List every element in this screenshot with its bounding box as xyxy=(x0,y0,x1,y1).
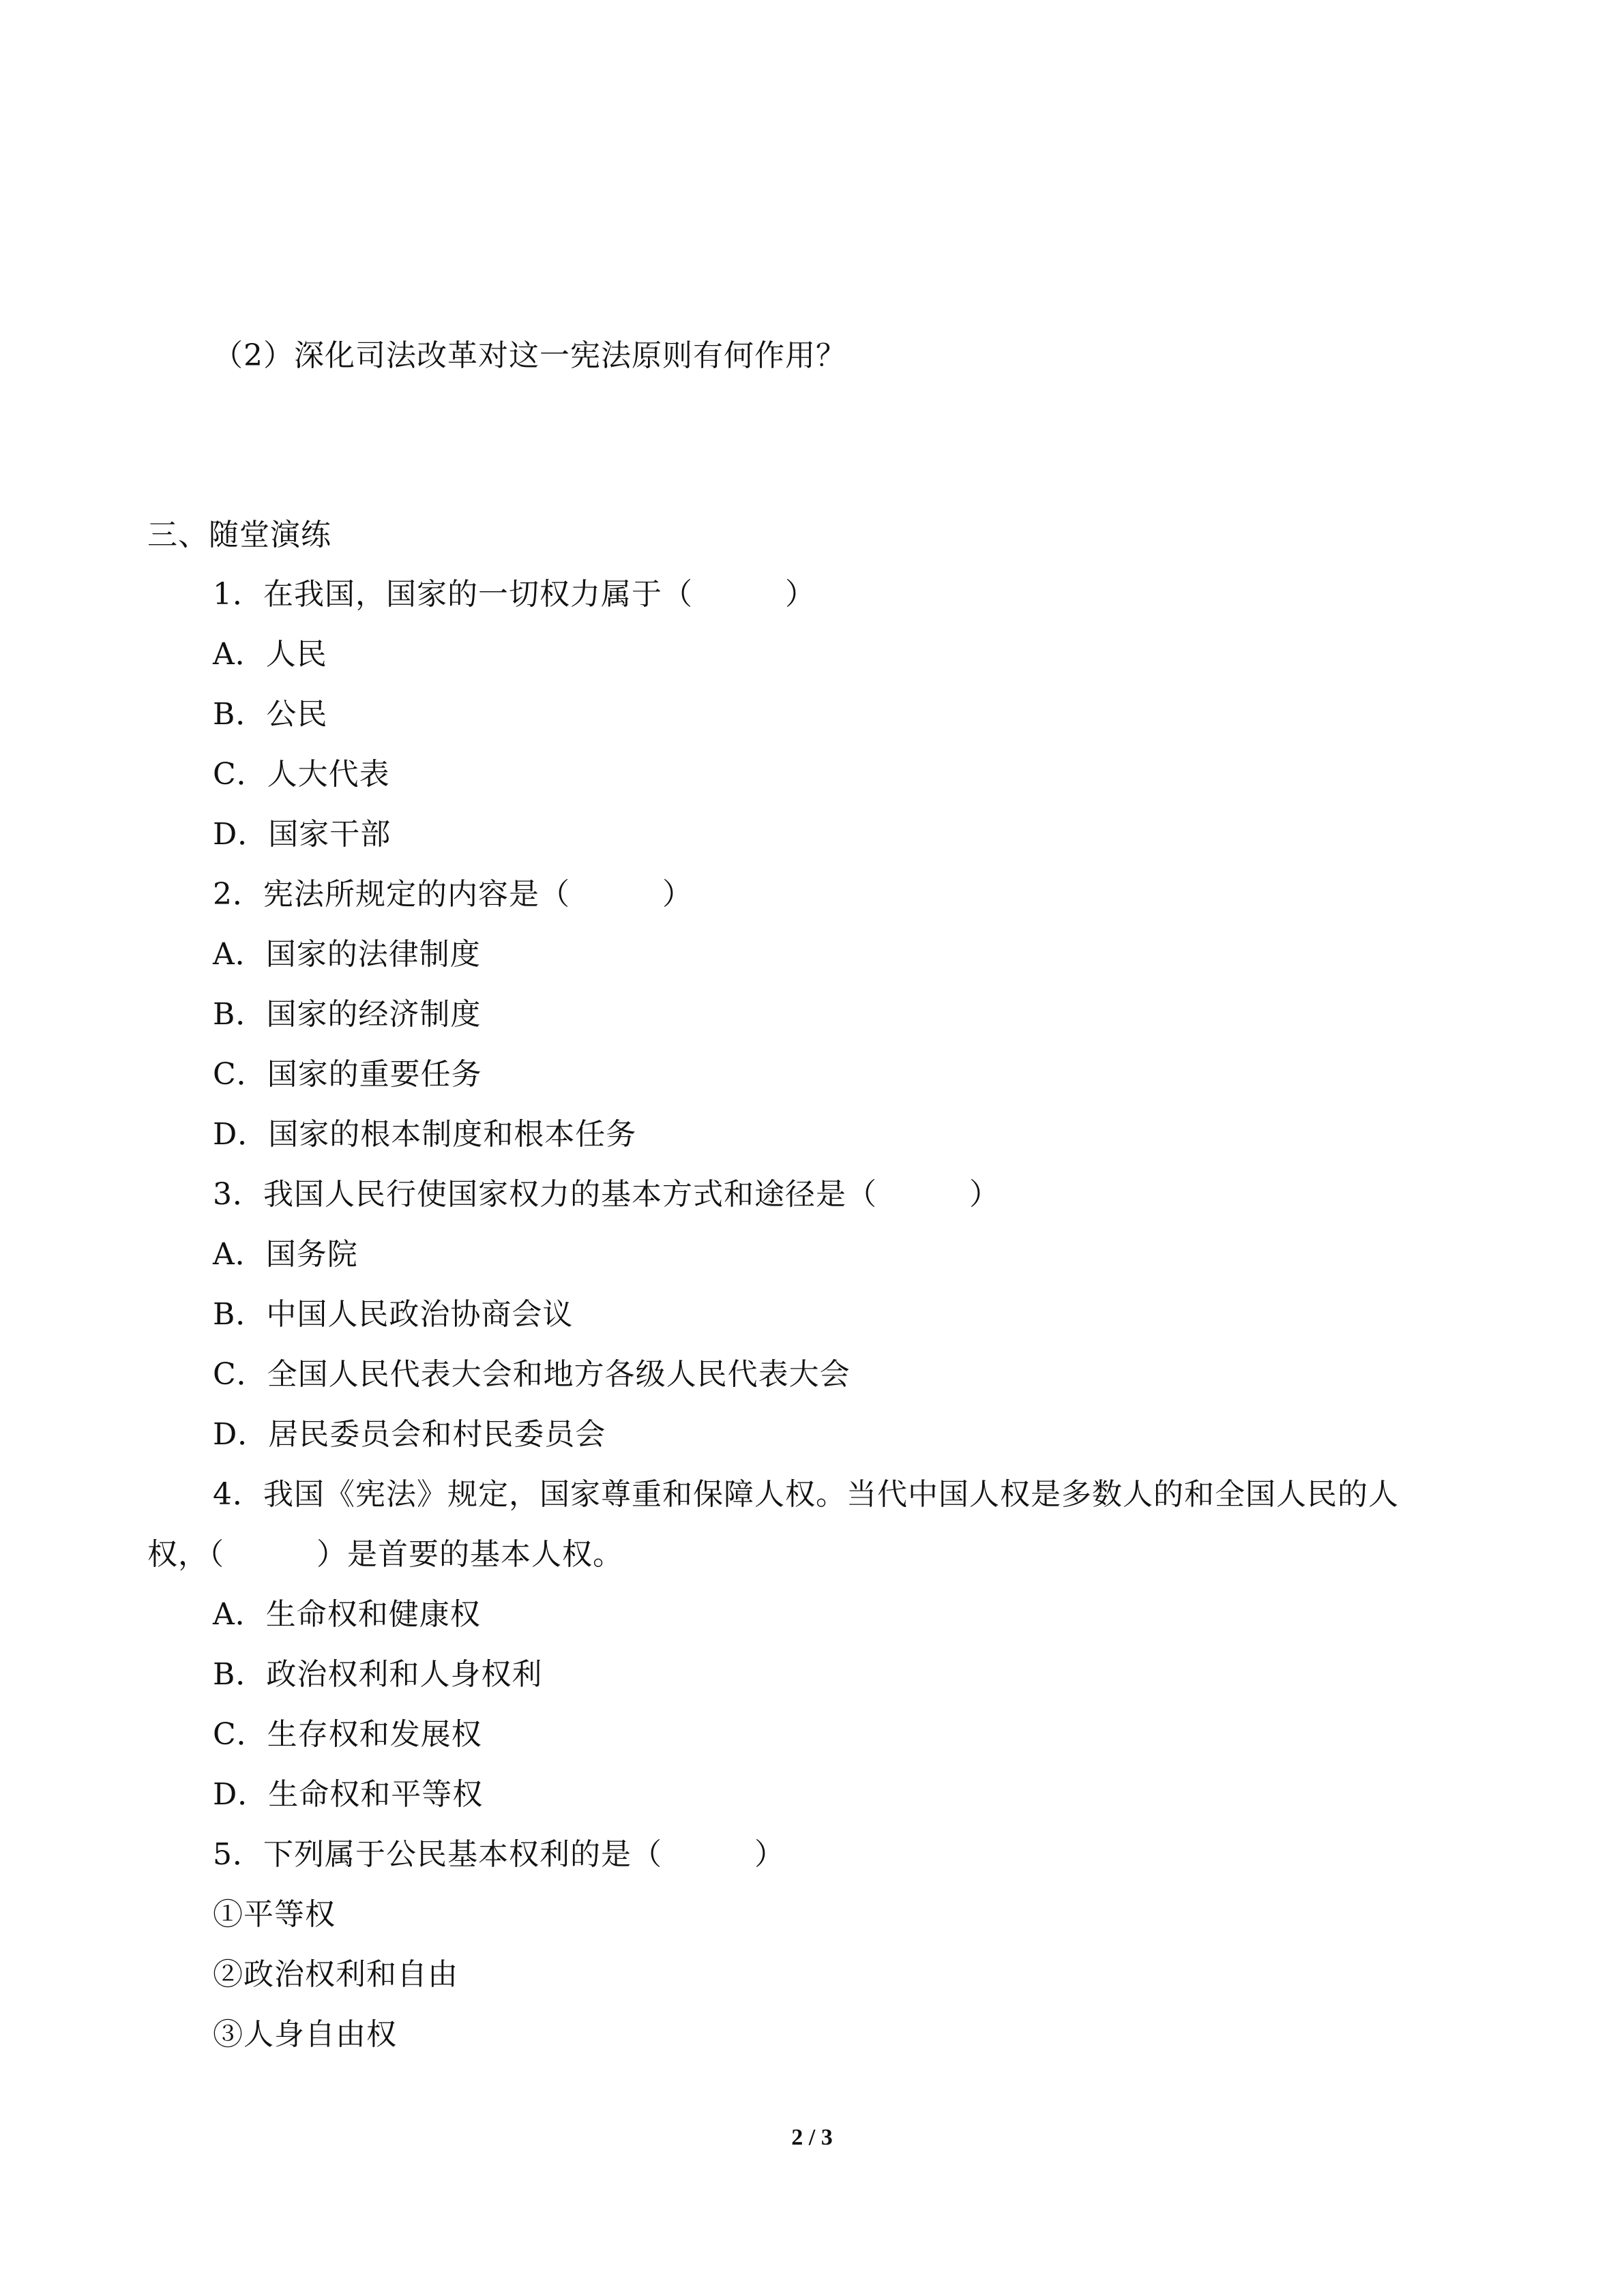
q1-option-c: C．人大代表 xyxy=(213,757,390,792)
question-4-line-2: 权，（ ）是首要的基本人权。 xyxy=(147,1537,623,1572)
q4-option-c: C．生存权和发展权 xyxy=(213,1717,482,1752)
q1-option-d: D．国家干部 xyxy=(213,817,392,852)
q3-option-d: D．居民委员会和村民委员会 xyxy=(213,1417,606,1452)
q4-option-a: A．生命权和健康权 xyxy=(213,1597,481,1632)
q4-option-b: B．政治权利和人身权利 xyxy=(213,1657,543,1692)
question-2-2: （2）深化司法改革对这一宪法原则有何作用？ xyxy=(213,338,846,373)
q2-option-d: D．国家的根本制度和根本任务 xyxy=(213,1117,637,1152)
q3-option-c: C．全国人民代表大会和地方各级人民代表大会 xyxy=(213,1357,851,1392)
q2-option-b: B．国家的经济制度 xyxy=(213,997,482,1032)
section-heading: 三、随堂演练 xyxy=(147,518,331,552)
q3-option-a: A．国务院 xyxy=(213,1237,358,1272)
q1-option-a: A．人民 xyxy=(213,637,327,672)
q2-option-a: A．国家的法律制度 xyxy=(213,937,481,972)
q5-item-3: ③人身自由权 xyxy=(213,2017,397,2052)
page-number: 2 / 3 xyxy=(791,2125,833,2150)
question-2: 2．宪法所规定的内容是（ ） xyxy=(213,877,693,912)
q5-item-2: ②政治权利和自由 xyxy=(213,1957,458,1992)
q2-option-c: C．国家的重要任务 xyxy=(213,1057,482,1092)
q5-item-1: ①平等权 xyxy=(213,1897,336,1932)
question-4-line-1: 4．我国《宪法》规定，国家尊重和保障人权。当代中国人权是多数人的和全国人民的人 xyxy=(213,1477,1399,1512)
q4-option-d: D．生命权和平等权 xyxy=(213,1777,484,1812)
question-3: 3．我国人民行使国家权力的基本方式和途径是（ ） xyxy=(213,1177,1000,1212)
q3-option-b: B．中国人民政治协商会议 xyxy=(213,1297,574,1332)
q1-option-b: B．公民 xyxy=(213,697,328,732)
question-5: 5．下列属于公民基本权利的是（ ） xyxy=(213,1837,785,1872)
question-1: 1．在我国，国家的一切权力属于（ ） xyxy=(213,577,816,612)
